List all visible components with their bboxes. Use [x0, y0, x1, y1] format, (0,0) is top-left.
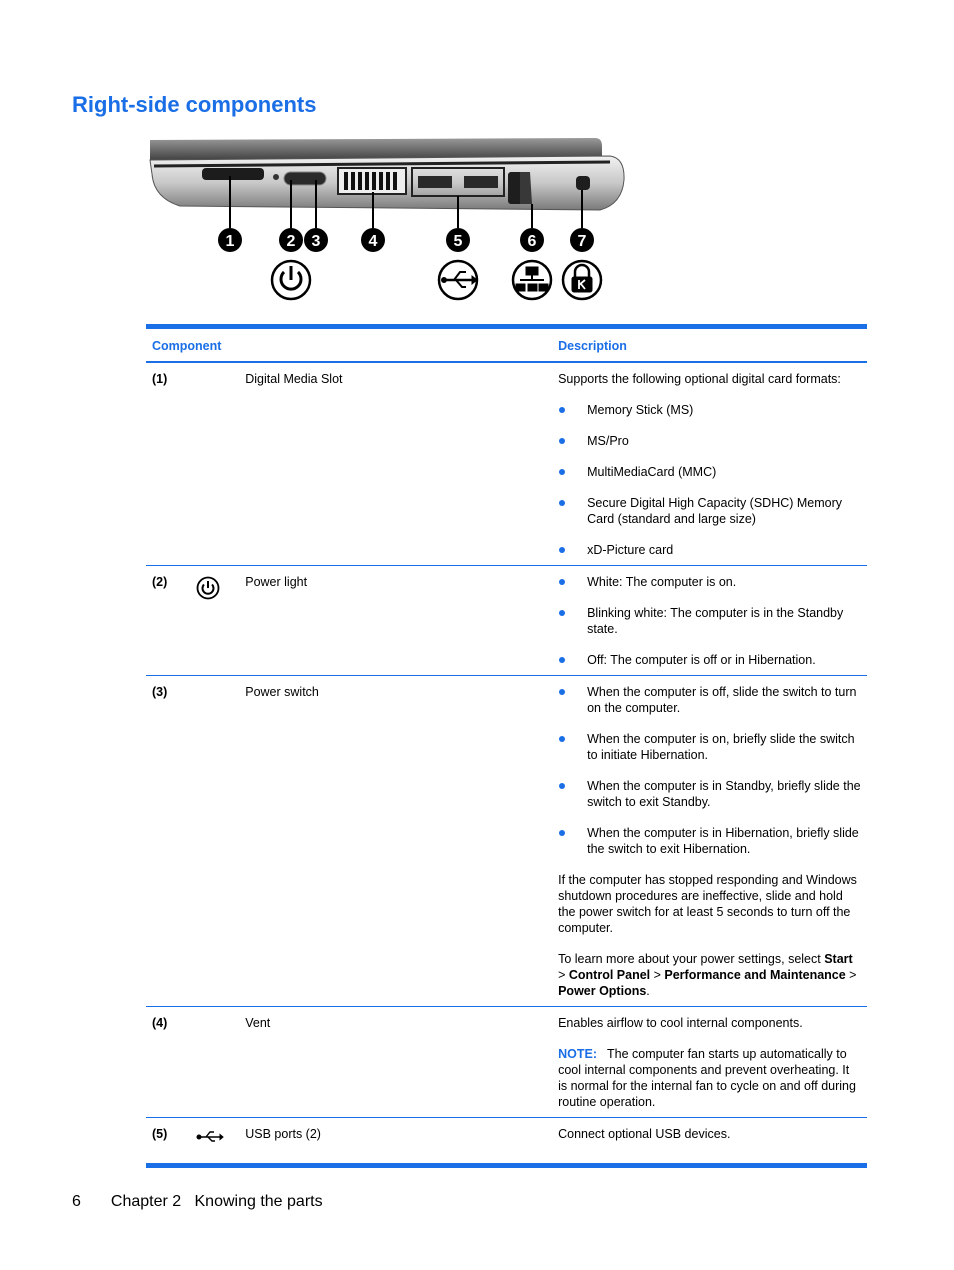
- component-name: USB ports (2): [245, 1127, 321, 1141]
- right-side-illustration: [140, 132, 640, 304]
- bullet-icon: [559, 438, 565, 444]
- page-footer: [72, 1193, 323, 1211]
- component-description: [552, 1118, 867, 1166]
- table-row: [146, 676, 867, 1007]
- component-number: (5): [152, 1127, 168, 1141]
- bullet-icon: [559, 783, 565, 789]
- bullet-icon: [559, 689, 565, 695]
- bullet-icon: [559, 500, 565, 506]
- laptop-side-view: [150, 138, 624, 210]
- table-row: [146, 1118, 867, 1166]
- note-label: NOTE:: [558, 1047, 597, 1061]
- page-number: 6: [72, 1193, 81, 1210]
- description-text: Supports the following optional digital card formats:: [558, 372, 841, 386]
- callout-1: 1: [225, 233, 235, 250]
- table-row: [146, 362, 867, 566]
- callout-3: 3: [311, 233, 321, 250]
- description-text: Connect optional USB devices.: [558, 1127, 731, 1141]
- component-number: (1): [146, 362, 190, 566]
- component-icon-cell: [190, 566, 239, 676]
- callout-4: 4: [368, 233, 378, 250]
- note-text: The computer fan starts up automatically to cool internal components and prevent overheating. It is normal for the internal fan to cycle on and off during routine operation.: [558, 1047, 856, 1109]
- component-icon-cell: [190, 1118, 239, 1166]
- list-item: Blinking white: The computer is in the Standby state.: [558, 605, 861, 637]
- header-component: Component: [146, 327, 552, 363]
- bullet-icon: [559, 830, 565, 836]
- bullet-icon: [559, 657, 565, 663]
- component-description: [552, 362, 867, 566]
- component-name: Power switch: [239, 676, 552, 1007]
- bullet-icon: [559, 736, 565, 742]
- list-item: MultiMediaCard (MMC): [558, 464, 861, 480]
- components-table: [146, 324, 867, 1168]
- security-lock-icon: [563, 261, 601, 299]
- callout-2: 2: [286, 233, 296, 250]
- component-icon-cell: [190, 1007, 239, 1118]
- power-settings-path: To learn more about your power settings, select Start > Control Panel > Performance and Maintenance > Power Options.: [558, 952, 857, 998]
- page-title: Right-side components: [72, 92, 317, 117]
- bullet-icon: [559, 469, 565, 475]
- bullet-icon: [559, 610, 565, 616]
- list-item: When the computer is in Standby, briefly slide the switch to exit Standby.: [558, 778, 861, 810]
- note: [558, 1046, 861, 1110]
- bullet-icon: [559, 407, 565, 413]
- security-cable-slot: [576, 176, 590, 190]
- bullet-list: [558, 574, 861, 668]
- bullet-list: [558, 684, 861, 857]
- usb-icon: [439, 261, 477, 299]
- list-item: Memory Stick (MS): [558, 402, 861, 418]
- component-number: (4): [146, 1007, 190, 1118]
- component-description: [552, 676, 867, 1007]
- component-number: (3): [146, 676, 190, 1007]
- list-item: Off: The computer is off or in Hibernation.: [558, 652, 861, 668]
- callout-6: 6: [527, 233, 537, 250]
- component-icon-cell: [190, 362, 239, 566]
- power-icon: [196, 576, 220, 600]
- bullet-icon: [559, 579, 565, 585]
- table-row: [146, 1007, 867, 1118]
- header-description: Description: [552, 327, 867, 363]
- digital-media-slot: [202, 168, 264, 180]
- list-item: Secure Digital High Capacity (SDHC) Memory Card (standard and large size): [558, 495, 861, 527]
- callout-5: 5: [453, 233, 463, 250]
- component-name: Digital Media Slot: [239, 362, 552, 566]
- description-text: If the computer has stopped responding and Windows shutdown procedures are ineffective, slide and hold the power switch for at least 5 seconds to turn off the computer.: [558, 873, 857, 935]
- description-text: Enables airflow to cool internal components.: [558, 1016, 803, 1030]
- power-icon: [272, 261, 310, 299]
- bullet-list: [558, 402, 861, 558]
- chapter-title: Chapter 2 Knowing the parts: [110, 1193, 323, 1210]
- list-item: When the computer is off, slide the switch to turn on the computer.: [558, 684, 861, 716]
- component-number: (2): [146, 566, 190, 676]
- network-jack-icon: [513, 261, 551, 299]
- list-item: White: The computer is on.: [558, 574, 861, 590]
- table-row: [146, 566, 867, 676]
- component-description: [552, 566, 867, 676]
- usb-icon: [196, 1128, 224, 1144]
- bullet-icon: [559, 547, 565, 553]
- list-item: MS/Pro: [558, 433, 861, 449]
- list-item: When the computer is on, briefly slide the switch to initiate Hibernation.: [558, 731, 861, 763]
- component-icon-cell: [190, 676, 239, 1007]
- list-item: When the computer is in Hibernation, briefly slide the switch to exit Hibernation.: [558, 825, 861, 857]
- callout-7: 7: [577, 233, 587, 250]
- list-item: xD-Picture card: [558, 542, 861, 558]
- component-description: [552, 1007, 867, 1118]
- component-name: Power light: [239, 566, 552, 676]
- component-name: Vent: [239, 1007, 552, 1118]
